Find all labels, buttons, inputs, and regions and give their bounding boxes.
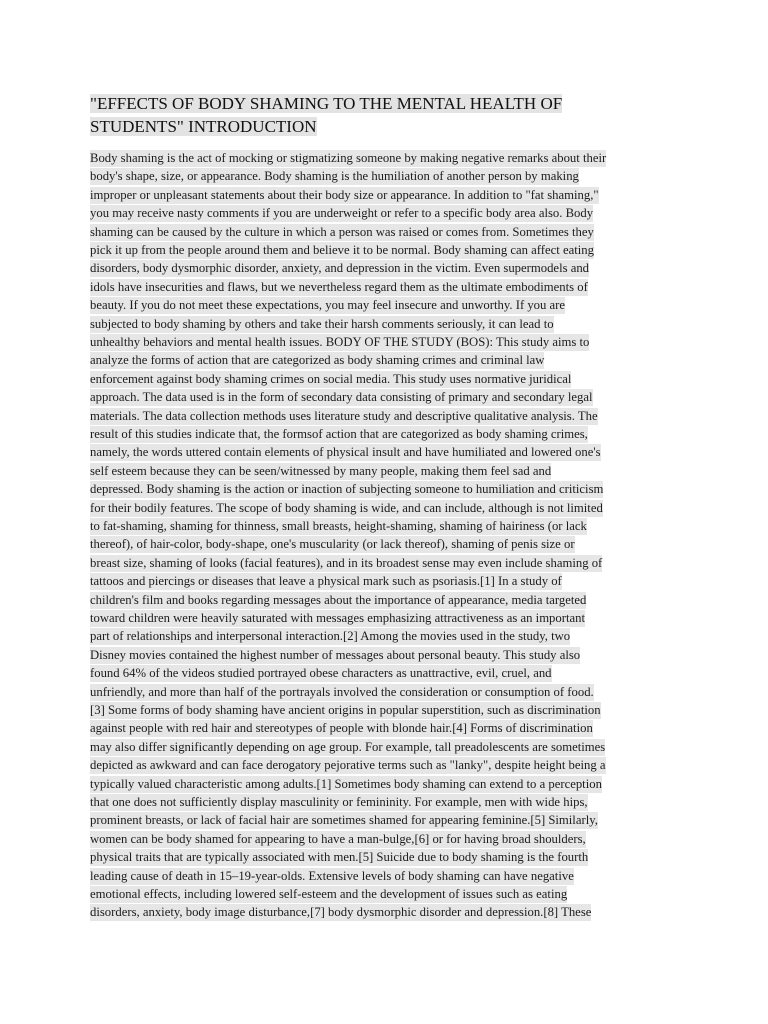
body-text: disorders, body dysmorphic disorder, anxiety, and depression in the victim. Even supermodels and xyxy=(90,261,590,276)
body-text-line xyxy=(90,701,601,719)
body-text-line xyxy=(90,407,598,425)
body-text-line xyxy=(90,425,588,443)
document-title xyxy=(90,92,690,138)
body-text-line xyxy=(90,388,593,406)
body-text: approach. The data used is in the form of secondary data consisting of primary and secondary legal xyxy=(90,390,593,405)
body-text: breast size, shaming of looks (facial features), and in its broadest sense may even include shaming of xyxy=(90,555,603,570)
body-text: you may receive nasty comments if you are underweight or refer to a specific body area also. Body xyxy=(90,206,594,221)
body-text: may also differ significantly depending on age group. For example, tall preadolescents are sometimes xyxy=(90,739,606,754)
body-text: Disney movies contained the highest number of messages about personal beauty. This study also xyxy=(90,647,581,662)
body-text-line xyxy=(90,278,588,296)
body-text-line xyxy=(90,517,587,535)
body-text: enforcement against body shaming crimes on social media. This study uses normative juridical xyxy=(90,371,572,386)
title-line: STUDENTS" INTRODUCTION xyxy=(90,117,317,136)
body-text-line xyxy=(90,535,575,553)
body-text: materials. The data collection methods uses literature study and descriptive qualitative analysis. The xyxy=(90,408,598,423)
body-text-line xyxy=(90,683,594,701)
body-text: physical traits that are typically associated with men.[5] Suicide due to body shaming is the fourth xyxy=(90,850,589,865)
body-text-line xyxy=(90,885,567,903)
body-text-line xyxy=(90,259,589,277)
body-text-line xyxy=(90,223,594,241)
body-text-line xyxy=(90,499,603,517)
body-text: subjected to body shaming by others and take their harsh comments seriously, it can lead to xyxy=(90,316,554,331)
body-text-line xyxy=(90,370,571,388)
body-text: toward children were heavily saturated with messages emphasizing attractiveness as an important xyxy=(90,611,585,625)
title-line: "EFFECTS OF BODY SHAMING TO THE MENTAL HEALTH OF xyxy=(90,94,563,113)
body-text-line xyxy=(90,167,579,185)
body-text: unhealthy behaviors and mental health issues. BODY OF THE STUDY (BOS): This study aims to xyxy=(90,335,590,349)
body-text-line xyxy=(90,609,585,627)
body-text: for their bodily features. The scope of body shaming is wide, and can include, although is not limited xyxy=(90,500,603,515)
body-text-line xyxy=(90,775,602,793)
body-text-line xyxy=(90,664,552,682)
body-text: against people with red hair and stereotypes of people with blonde hair.[4] Forms of discrimination xyxy=(90,721,593,736)
body-text: improper or unpleasant statements about their body size or appearance. In addition to "fat shaming," xyxy=(90,187,599,202)
body-text-line xyxy=(90,149,606,167)
body-text-line xyxy=(90,241,594,259)
body-text: found 64% of the videos studied portrayed obese characters as unattractive, evil, cruel, and xyxy=(90,666,552,681)
body-text: thereof), of hair-color, body-shape, one's muscularity (or lack thereof), shaming of penis size or xyxy=(90,537,575,552)
body-text-line xyxy=(90,204,593,222)
body-text-line xyxy=(90,646,580,664)
body-text: tattoos and piercings or diseases that leave a physical mark such as psoriasis.[1] In a study of xyxy=(90,574,562,589)
body-text: shaming can be caused by the culture in which a person was raised or comes from. Sometimes they xyxy=(90,224,594,239)
body-text: part of relationships and interpersonal interaction.[2] Among the movies used in the study, two xyxy=(90,629,571,644)
body-text-line xyxy=(90,443,601,461)
body-text-line xyxy=(90,738,605,756)
body-text-line xyxy=(90,903,591,921)
body-text-line xyxy=(90,572,562,590)
body-text-line xyxy=(90,756,606,774)
body-text: unfriendly, and more than half of the portrayals involved the consideration or consumption of food. xyxy=(90,684,594,699)
body-text-line xyxy=(90,627,570,645)
body-text: Body shaming is the act of mocking or stigmatizing someone by making negative remarks about their xyxy=(90,151,607,165)
body-text: body's shape, size, or appearance. Body shaming is the humiliation of another person by making xyxy=(90,169,579,184)
body-text-line xyxy=(90,462,551,480)
body-text: children's film and books regarding messages about the importance of appearance, media targeted xyxy=(90,592,587,607)
body-text: pick it up from the people around them and believe it to be normal. Body shaming can affect eating xyxy=(90,243,594,257)
body-text: emotional effects, including lowered self-esteem and the development of issues such as eating xyxy=(90,887,568,901)
body-text: namely, the words uttered contain elements of physical insult and have humiliated and lowered one's xyxy=(90,445,601,460)
body-text: leading cause of death in 15–19-year-olds. Extensive levels of body shaming can have negative xyxy=(90,868,574,883)
body-text-line xyxy=(90,480,603,498)
body-text-line xyxy=(90,793,588,811)
body-text: beauty. If you do not meet these expectations, you may feel insecure and unworthy. If you are xyxy=(90,298,566,313)
body-text-line xyxy=(90,351,544,369)
body-text-line xyxy=(90,591,586,609)
body-text-line xyxy=(90,296,565,314)
body-text: analyze the forms of action that are categorized as body shaming crimes and criminal law xyxy=(90,353,545,368)
body-text: depressed. Body shaming is the action or inaction of subjecting someone to humiliation and criticism xyxy=(90,482,604,497)
body-text: depicted as awkward and can face derogatory pejorative terms such as "lanky", despite height being a xyxy=(90,758,606,773)
body-text: idols have insecurities and flaws, but we nevertheless regard them as the ultimate embodiments of xyxy=(90,279,588,294)
body-text: disorders, anxiety, body image disturbance,[7] body dysmorphic disorder and depression.[8] These xyxy=(90,905,592,920)
body-text: prominent breasts, or lack of facial hair are sometimes shamed for appearing feminine.[5] Similarly, xyxy=(90,813,598,828)
body-text-line xyxy=(90,333,589,351)
body-text-line xyxy=(90,719,593,737)
body-text: women can be body shamed for appearing to have a man-bulge,[6] or for having broad shoulders, xyxy=(90,831,586,846)
body-text-line xyxy=(90,315,554,333)
body-text: result of this studies indicate that, the formsof action that are categorized as body shaming crimes, xyxy=(90,427,588,441)
body-text: typically valued characteristic among adults.[1] Sometimes body shaming can extend to a perception xyxy=(90,776,602,791)
body-text-line xyxy=(90,186,599,204)
body-text-line xyxy=(90,848,588,866)
body-text: to fat-shaming, shaming for thinness, small breasts, height-shaming, shaming of hairiness (or lack xyxy=(90,519,587,533)
body-text: self esteem because they can be seen/witnessed by many people, making them feel sad and xyxy=(90,463,552,478)
body-text-line xyxy=(90,554,602,572)
body-text: that one does not sufficiently display masculinity or femininity. For example, men with wide hips, xyxy=(90,795,588,809)
body-text-line xyxy=(90,811,598,829)
body-text-line xyxy=(90,867,574,885)
body-text: [3] Some forms of body shaming have ancient origins in popular superstition, such as discrimination xyxy=(90,703,601,717)
body-text-line xyxy=(90,830,586,848)
